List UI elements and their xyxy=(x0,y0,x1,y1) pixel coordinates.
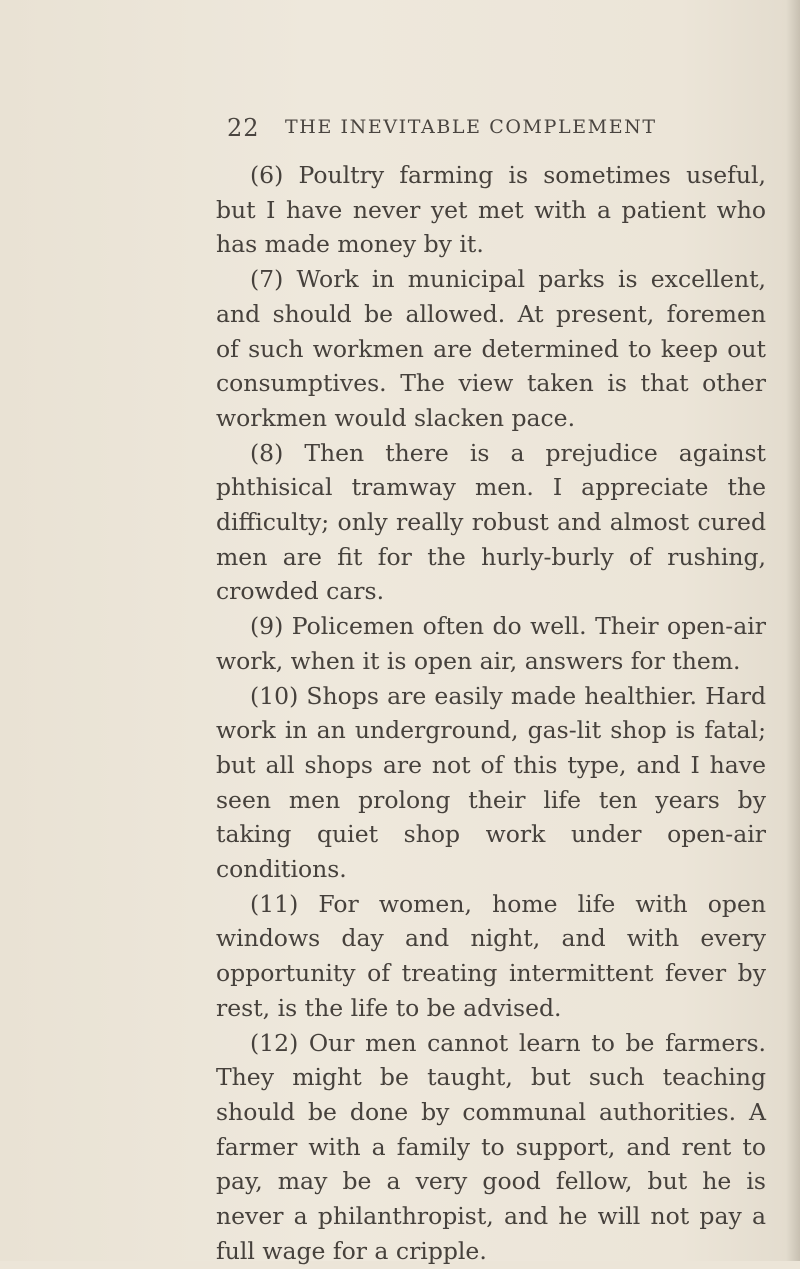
paragraph-7: (7) Work in municipal parks is excellent, and should be allowed. At present, foremen of such workmen are determined to keep out consumptives. The view taken is that other workmen would slacken pace. xyxy=(216,265,766,432)
page-edge-shadow xyxy=(786,0,800,1261)
running-head xyxy=(0,114,800,144)
paragraph-12: (12) Our men cannot learn to be farmers. They might be taught, but such teaching should be done by communal authorities. A farmer with a family to support, and rent to pay, may be a very good fellow, but he is never a philanthropist, and he will not pay a full wage for a cripple. xyxy=(216,1028,766,1265)
page-number: 22 xyxy=(227,114,260,142)
paragraph-11: (11) For women, home life with open windows day and night, and with every opportunity of treating intermittent fever by rest, is the life to be advised. xyxy=(216,889,766,1022)
paragraph-9: (9) Policemen often do well. Their open-air work, when it is open air, answers for them. xyxy=(216,612,766,675)
body-text xyxy=(216,158,766,1269)
paragraph-10: (10) Shops are easily made healthier. Hard work in an underground, gas-lit shop is fatal; but all shops are not of this type, and I have seen men prolong their life ten years by taking quiet shop work under open-air conditions. xyxy=(216,681,766,884)
paragraph-6: (6) Poultry farming is sometimes useful, but I have never yet met with a patient who has made money by it. xyxy=(216,161,766,259)
running-title: THE INEVITABLE COMPLEMENT xyxy=(285,116,657,138)
paragraph-8: (8) Then there is a prejudice against phthisical tramway men. I appreciate the difficulty; only really robust and almost cured men are fit for the hurly-burly of rushing, crowded cars. xyxy=(216,438,766,606)
